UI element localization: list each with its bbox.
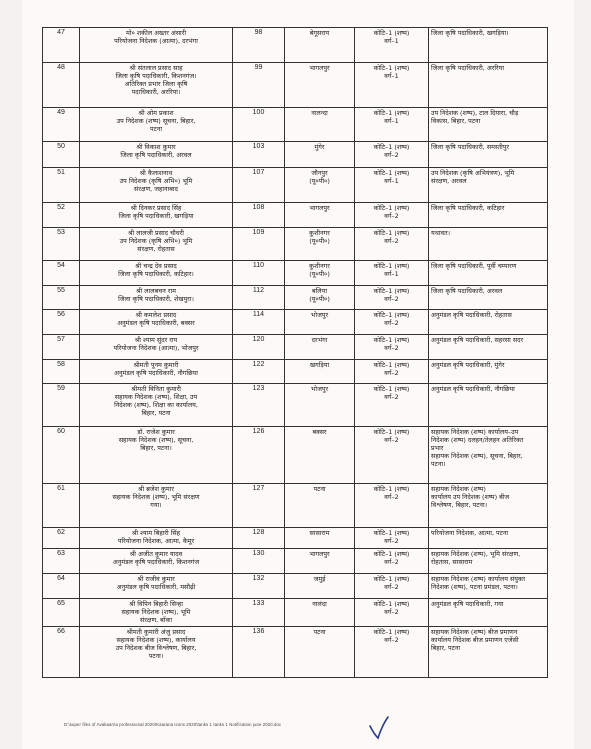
new-posting-cell: सहायक निदेशक (शष्प), भूमि संरक्षण, रोहतास, सासाराम <box>429 549 548 574</box>
officer-name-cell: श्री चन्द्र देव प्रसाद जिला कृषि पदाधिकारी, कटिहार। <box>80 261 233 286</box>
serial-number-cell: 47 <box>43 28 80 63</box>
new-posting-cell: अनुमंडल कृषि पदाधिकारी, नौगछिया <box>429 384 548 427</box>
home-district-cell: जौनपुर (यू०पी०) <box>285 168 355 203</box>
new-posting-cell: अनुमंडल कृषि पदाधिकारी, गया <box>429 599 548 627</box>
category-cell: कोटि–1 (शष्प) वर्ग–2 <box>355 384 429 427</box>
category-cell: कोटि–1 (शष्प) वर्ग–2 <box>355 574 429 599</box>
table-row <box>43 627 548 678</box>
officer-name-cell: श्री श्याम सुंदर राय परियोजना निदेशक (आत्मा), भोजपुर <box>80 335 233 360</box>
serial-number-cell: 63 <box>43 549 80 574</box>
category-cell: कोटि–1 (शष्प) वर्ग–2 <box>355 528 429 549</box>
officer-name-cell: श्री राजीव कुमार अनुमंडल कृषि पदाधिकारी, मसौढ़ी <box>80 574 233 599</box>
table-row <box>43 549 548 574</box>
new-posting-cell: अनुमंडल कृषि पदाधिकारी, मुंगेर <box>429 360 548 384</box>
new-posting-cell: सहायक निदेशक (शष्प) बीज प्रमाणन कार्यालय निदेशक बीज प्रमाणन एजेंसी बिहार, पटना <box>429 627 548 678</box>
new-posting-cell: सहायक निदेशक (शष्प) कार्यालय संयुक्त निदेशक (शष्प), पटना प्रमंडल, पटना। <box>429 574 548 599</box>
officer-name-cell: श्री लालजी प्रसाद चौधरी उप निदेशक (कृषि अभि०) भूमि संरक्षण, रोहतास <box>80 228 233 261</box>
category-cell: कोटि–1 (शष्प) वर्ग–2 <box>355 310 429 335</box>
serial-number-cell: 50 <box>43 142 80 168</box>
new-posting-cell: जिला कृषि पदाधिकारी, अररिया <box>429 63 548 108</box>
category-cell: कोटि–1 (शष्प) वर्ग–2 <box>355 599 429 627</box>
category-cell: कोटि–1 (शष्प) वर्ग–2 <box>355 286 429 310</box>
table-row <box>43 228 548 261</box>
seniority-number-cell: 100 <box>233 108 285 142</box>
home-district-cell: पटना <box>285 484 355 528</box>
seniority-number-cell: 107 <box>233 168 285 203</box>
seniority-number-cell: 103 <box>233 142 285 168</box>
table-row <box>43 384 548 427</box>
officer-name-cell: श्री श्याम बिहारी सिंह परियोजना निदेशक, आत्मा, कैमूर <box>80 528 233 549</box>
officer-name-cell: श्री विकाश कुमार जिला कृषि पदाधिकारी, अरवल <box>80 142 233 168</box>
new-posting-cell: जिला कृषि पदाधिकारी, पूर्वी चम्पारण <box>429 261 548 286</box>
home-district-cell: खगड़िया <box>285 360 355 384</box>
seniority-number-cell: 109 <box>233 228 285 261</box>
officer-name-cell: मो० शकील अख्तर अंसारी परियोजना निदेशक (आत्मा), दरभंगा <box>80 28 233 63</box>
new-posting-cell: यथावत। <box>429 228 548 261</box>
serial-number-cell: 59 <box>43 384 80 427</box>
seniority-number-cell: 112 <box>233 286 285 310</box>
table-row <box>43 484 548 528</box>
category-cell: कोटि–1 (शष्प) वर्ग–2 <box>355 335 429 360</box>
table-row <box>43 360 548 384</box>
category-cell: कोटि–1 (शष्प) वर्ग–2 <box>355 427 429 484</box>
seniority-number-cell: 136 <box>233 627 285 678</box>
officer-name-cell: श्री ओम प्रकाश उप निदेशक (शष्प) सूचना, बिहार, पटना <box>80 108 233 142</box>
category-cell: कोटि–1 (शष्प) वर्ग–1 <box>355 63 429 108</box>
officer-name-cell: श्री दिनकर प्रसाद सिंह जिला कृषि पदाधिकारी, खगड़िया <box>80 203 233 228</box>
new-posting-cell: अनुमंडल कृषि पदाधिकारी, सहरसा सदर <box>429 335 548 360</box>
serial-number-cell: 66 <box>43 627 80 678</box>
home-district-cell: बेगूसराय <box>285 28 355 63</box>
category-cell: कोटि–1 (शष्प) वर्ग–1 <box>355 168 429 203</box>
table-body <box>43 28 548 678</box>
seniority-number-cell: 128 <box>233 528 285 549</box>
new-posting-cell: जिला कृषि पदाधिकारी, कटिहार <box>429 203 548 228</box>
footer-file-path: D:\super files of Avakaarna professional 2020\Kaarana tcsns 2020\tanks 1 tanks 1 Notification june 2020.doc <box>64 722 282 727</box>
new-posting-cell: उप निदेशक (कृषि अभियंत्रण), भूमि संरक्षण, अरवल <box>429 168 548 203</box>
home-district-cell: जमुई <box>285 574 355 599</box>
new-posting-cell: उप निदेशक (शष्प), टाल दियारा, चौड़ विकास, बिहार, पटना <box>429 108 548 142</box>
home-district-cell: नालंदा <box>285 599 355 627</box>
serial-number-cell: 61 <box>43 484 80 528</box>
category-cell: कोटि–1 (शष्प) वर्ग–2 <box>355 203 429 228</box>
home-district-cell: भोजपुर <box>285 384 355 427</box>
table-row <box>43 28 548 63</box>
serial-number-cell: 54 <box>43 261 80 286</box>
seniority-number-cell: 123 <box>233 384 285 427</box>
serial-number-cell: 62 <box>43 528 80 549</box>
officer-name-cell: श्री संतलाल प्रसाद साह जिला कृषि पदाधिकारी, किशनगंज। अतिरिक्त प्रभार जिला कृषि पदाधिकारी, अररिया। <box>80 63 233 108</box>
new-posting-cell: परियोजना निदेशक, आत्मा, पटना <box>429 528 548 549</box>
serial-number-cell: 53 <box>43 228 80 261</box>
serial-number-cell: 60 <box>43 427 80 484</box>
table-row <box>43 108 548 142</box>
category-cell: कोटि–1 (शष्प) वर्ग–2 <box>355 360 429 384</box>
serial-number-cell: 49 <box>43 108 80 142</box>
serial-number-cell: 55 <box>43 286 80 310</box>
seniority-number-cell: 132 <box>233 574 285 599</box>
seniority-number-cell: 110 <box>233 261 285 286</box>
officer-name-cell: श्रीमती पूनम कुमारी अनुमंडल कृषि पदाधिकारी, नौगछिया <box>80 360 233 384</box>
table-row <box>43 310 548 335</box>
officer-name-cell: श्री अजीत कुमार यादव अनुमंडल कृषि पदाधिकारी, किशनगंज <box>80 549 233 574</box>
serial-number-cell: 52 <box>43 203 80 228</box>
home-district-cell: सासाराम <box>285 528 355 549</box>
table-row <box>43 574 548 599</box>
officer-name-cell: श्री कमलेश प्रसाद अनुमंडल कृषि पदाधिकारी, बक्सर <box>80 310 233 335</box>
home-district-cell: भागलपुर <box>285 63 355 108</box>
officer-name-cell: श्रीमती कुमारी अंजु प्रसाद सहायक निदेशक (शष्प), कार्यालय उप निदेशक बीज विश्लेषण, बिहार, पटना। <box>80 627 233 678</box>
home-district-cell: कुशीनगर (यू०पी०) <box>285 228 355 261</box>
table-row <box>43 261 548 286</box>
serial-number-cell: 64 <box>43 574 80 599</box>
home-district-cell: भागलपुर <box>285 549 355 574</box>
seniority-number-cell: 120 <box>233 335 285 360</box>
category-cell: कोटि–1 (शष्प) वर्ग–2 <box>355 142 429 168</box>
table-row <box>43 335 548 360</box>
home-district-cell: दरभंगा <box>285 335 355 360</box>
transfer-posting-table <box>42 27 548 678</box>
category-cell: कोटि–1 (शष्प) वर्ग–1 <box>355 28 429 63</box>
officer-name-cell: श्री विपिन बिहारी सिन्हा सहायक निदेशक (शष्प), भूमि संरक्षण, बाँका <box>80 599 233 627</box>
handwritten-tick-mark <box>368 716 390 740</box>
officer-name-cell: श्रीमती विनिता कुमारी सहायक निदेशक (शष्प), शिक्षा, उप निदेशक (शष्प), शिक्षा का कार्यालय, बिहार, पटना <box>80 384 233 427</box>
new-posting-cell: जिला कृषि पदाधिकारी, खगड़िया। <box>429 28 548 63</box>
seniority-number-cell: 99 <box>233 63 285 108</box>
category-cell: कोटि–1 (शष्प) वर्ग–2 <box>355 228 429 261</box>
home-district-cell: भोजपुर <box>285 310 355 335</box>
officer-name-cell: श्री कैलाशनाथ उप निदेशक (कृषि अभि०) भूमि संरक्षण, जहानाबाद <box>80 168 233 203</box>
seniority-number-cell: 126 <box>233 427 285 484</box>
category-cell: कोटि–1 (शष्प) वर्ग–1 <box>355 108 429 142</box>
officer-name-cell: श्री ब्रजेश कुमार सहायक निदेशक (शष्प), भूमि संरक्षण गया। <box>80 484 233 528</box>
serial-number-cell: 56 <box>43 310 80 335</box>
serial-number-cell: 48 <box>43 63 80 108</box>
seniority-number-cell: 127 <box>233 484 285 528</box>
home-district-cell: बलिया (यू०पी०) <box>285 286 355 310</box>
table-row <box>43 203 548 228</box>
serial-number-cell: 58 <box>43 360 80 384</box>
seniority-number-cell: 122 <box>233 360 285 384</box>
category-cell: कोटि–1 (शष्प) वर्ग–2 <box>355 549 429 574</box>
seniority-number-cell: 114 <box>233 310 285 335</box>
home-district-cell: भागलपुर <box>285 203 355 228</box>
seniority-number-cell: 130 <box>233 549 285 574</box>
table-row <box>43 528 548 549</box>
officer-name-cell: डॉ. राजेश कुमार सहायक निदेशक (शष्प), सूचना, बिहार, पटना। <box>80 427 233 484</box>
table-row <box>43 63 548 108</box>
table-row <box>43 599 548 627</box>
table-row <box>43 286 548 310</box>
category-cell: कोटि–1 (शष्प) वर्ग–1 <box>355 261 429 286</box>
serial-number-cell: 51 <box>43 168 80 203</box>
table-row <box>43 168 548 203</box>
home-district-cell: मुंगेर <box>285 142 355 168</box>
new-posting-cell: अनुमंडल कृषि पदाधिकारी, रोहतास <box>429 310 548 335</box>
home-district-cell: नालन्दा <box>285 108 355 142</box>
home-district-cell: पटना <box>285 627 355 678</box>
new-posting-cell: जिला कृषि पदाधिकारी, अरवल <box>429 286 548 310</box>
seniority-number-cell: 108 <box>233 203 285 228</box>
table-row <box>43 142 548 168</box>
new-posting-cell: सहायक निदेशक (शष्प) कार्यालय उप निदेशक (शष्प) बीज विश्लेषण, बिहार, पटना। <box>429 484 548 528</box>
home-district-cell: बक्सर <box>285 427 355 484</box>
serial-number-cell: 57 <box>43 335 80 360</box>
serial-number-cell: 65 <box>43 599 80 627</box>
new-posting-cell: जिला कृषि पदाधिकारी, समस्तीपुर <box>429 142 548 168</box>
seniority-number-cell: 98 <box>233 28 285 63</box>
officer-name-cell: श्री लालबचन राम जिला कृषि पदाधिकारी, शेखपुरा। <box>80 286 233 310</box>
table-row <box>43 427 548 484</box>
new-posting-cell: सहायक निदेशक (शष्प) कार्यालय–उप निदेशक (शष्प) दलहन/तेलहन अतिरिक्त प्रभार सहायक निदेशक (शष्प), सूचना, बिहार, पटना। <box>429 427 548 484</box>
seniority-number-cell: 133 <box>233 599 285 627</box>
home-district-cell: कुशीनगर (यू०पी०) <box>285 261 355 286</box>
category-cell: कोटि–1 (शष्प) वर्ग–2 <box>355 484 429 528</box>
category-cell: कोटि–1 (शष्प) वर्ग–2 <box>355 627 429 678</box>
